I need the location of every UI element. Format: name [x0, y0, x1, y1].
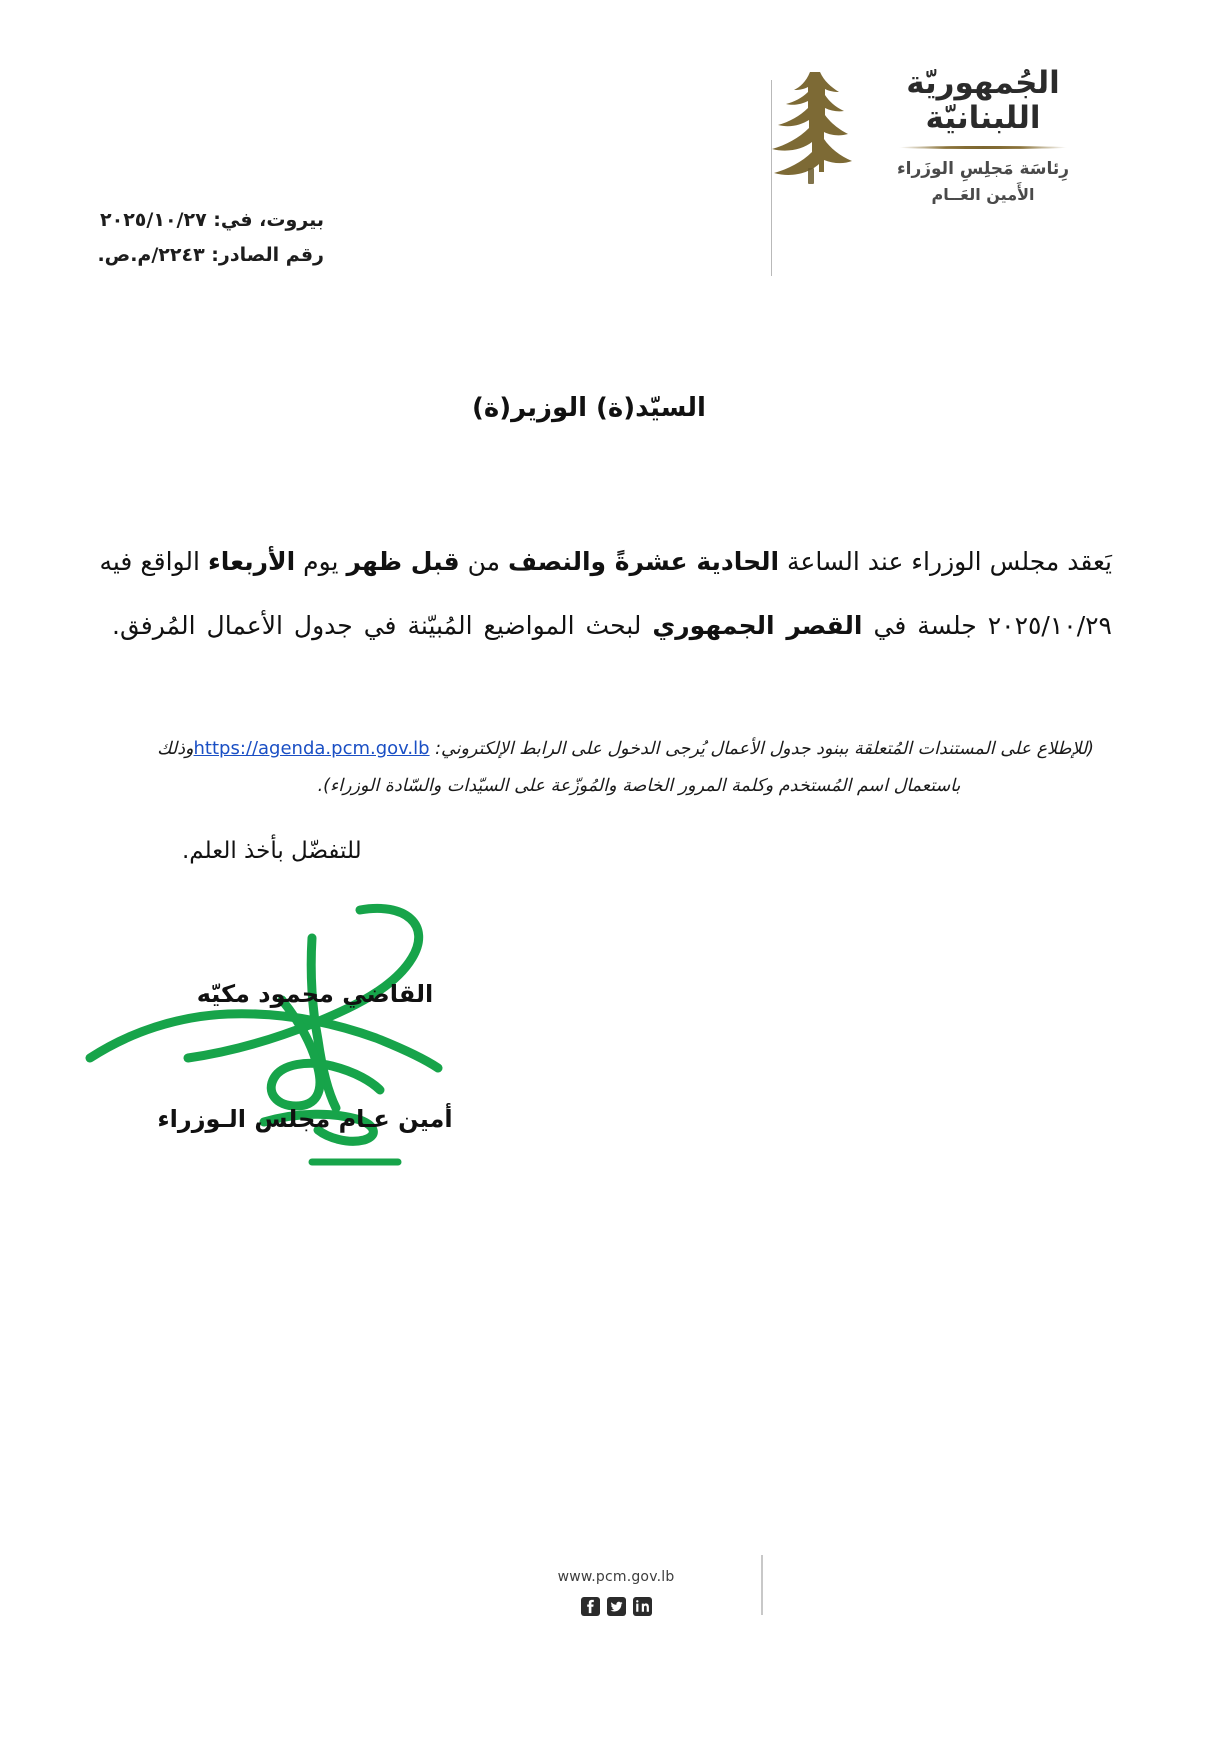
- letterhead: [764, 62, 1104, 208]
- body-emphasis-noon: قبل ظهر: [346, 547, 460, 576]
- agenda-portal-link[interactable]: https://agenda.pcm.gov.lb: [193, 738, 430, 759]
- footer-website[interactable]: www.pcm.gov.lb: [557, 1569, 675, 1585]
- body-text: الواقع فيه: [99, 547, 208, 576]
- agenda-access-note: [157, 730, 1094, 805]
- letterhead-rule: [899, 146, 1067, 149]
- body-line-2: [112, 594, 1112, 658]
- signer-name: القاضي محمود مكيّه: [196, 980, 434, 1008]
- body-text: يوم: [295, 547, 347, 576]
- body-text: لبحث المواضيع المُبيّنة في جدول الأعمال المُرفق.: [112, 610, 653, 640]
- note-line-2: باستعمال اسم المُستخدم وكلمة المرور الخاصة والمُوزّعة على السيّدات والسّادة الوزراء).: [317, 775, 961, 796]
- note-text: وذلك: [157, 739, 194, 759]
- signature-block: [0, 880, 1232, 1210]
- handwritten-signature: [60, 880, 580, 1180]
- document-meta: [0, 203, 336, 273]
- salutation: السيّد(ة) الوزير(ة): [472, 393, 706, 423]
- note-line-1: [157, 730, 1094, 768]
- footer-social-links: [0, 1597, 1232, 1616]
- document-footer: [0, 1569, 1232, 1689]
- linkedin-icon[interactable]: [633, 1597, 652, 1616]
- body-text: يَعقد مجلس الوزراء عند الساعة: [779, 547, 1112, 576]
- signer-title: أمين عـام مجلس الـوزراء: [157, 1105, 453, 1133]
- reference-number: رقم الصادر: ٢٢٤٣/م.ص.: [97, 244, 324, 267]
- body-text: من: [459, 547, 508, 576]
- letterhead-title-line2: اللبنانيّة: [925, 100, 1041, 137]
- cedar-tree-icon: [764, 68, 856, 188]
- letterhead-subtitle-secretary: الأَمين العَــام: [931, 185, 1035, 205]
- body-text: ٢٠٢٥/١٠/٢٩ جلسة في: [862, 610, 1112, 640]
- closing-line: للتفضّل بأخذ العلم.: [182, 838, 362, 864]
- body-emphasis-venue: القصر الجمهوري: [652, 610, 863, 640]
- body-emphasis-time: الحادية عشرةً والنصف: [507, 547, 780, 576]
- letterhead-divider: [771, 80, 772, 276]
- note-text: (للإطلاع على المستندات المُتعلقة ببنود جدول الأعمال يُرجى الدخول على الرابط الإلكتروني:: [435, 739, 1094, 759]
- twitter-icon[interactable]: [607, 1597, 626, 1616]
- letter-body: [99, 530, 1112, 658]
- letterhead-subtitle-council: رِئاسَة مَجلِسِ الوزَراء: [896, 158, 1070, 179]
- letterhead-title-line1: الجُمهوريّة: [906, 65, 1060, 101]
- issue-date: بيروت، في: ٢٠٢٥/١٠/٢٧: [100, 209, 324, 231]
- facebook-icon[interactable]: [581, 1597, 600, 1616]
- body-emphasis-day: الأربعاء: [207, 547, 296, 576]
- body-line-1: [99, 530, 1112, 594]
